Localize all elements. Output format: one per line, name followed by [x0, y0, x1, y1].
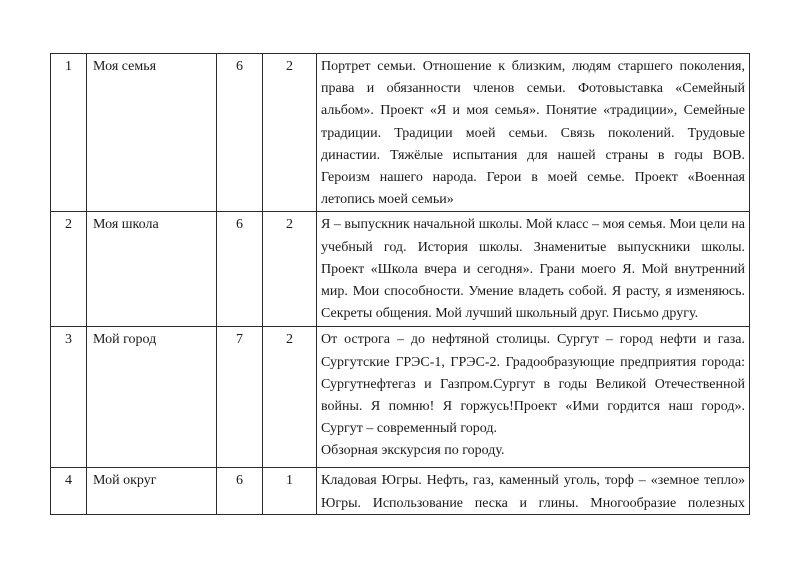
table-row — [51, 212, 750, 327]
row-number-cell: 3 — [51, 327, 87, 468]
content-paragraph: Я – выпускник начальной школы. Мой класс – моя семья. Мои цели на учебный год. История школы. Знаменитые выпускники школы. Проект «Школа вчера и сегодня». Грани моего Я. Мой внутренний мир. Мои способности. Умение владеть собой. Я расту, я изменяюсь. Секреты общения. Мой лучший школьный друг. Письмо другу. — [321, 217, 745, 322]
content-text — [321, 470, 745, 514]
col4-cell: 2 — [263, 54, 317, 212]
col3-cell: 7 — [217, 327, 263, 468]
topic-cell: Мой округ — [87, 468, 217, 515]
col4-cell: 1 — [263, 468, 317, 515]
table-row — [51, 54, 750, 212]
curriculum-table — [50, 53, 750, 515]
col3-cell: 6 — [217, 212, 263, 327]
content-text — [321, 214, 745, 325]
content-paragraph: Портрет семьи. Отношение к близким, людям старшего поколения, права и обязанности членов семьи. Фотовыставка «Семейный альбом». Проект «Я и моя семья». Понятие «традиции», Семейные традиции. Традиции моей семьи. Связь поколений. Трудовые династии. Тяжёлые испытания для нашей страны в годы ВОВ. Героизм нашего народа. Герои в моей семье. Проект «Военная летопись моей семьи» — [321, 59, 745, 208]
topic-cell: Моя семья — [87, 54, 217, 212]
content-cell — [317, 327, 750, 468]
content-paragraph: От острога – до нефтяной столицы. Сургут – город нефти и газа. Сургутские ГРЭС-1, ГРЭС-2. Градообразующие предприятия города: Сургутнефтегаз и Газпром.Сургут в годы Великой Отечественной войны. Я помню! Я горжусь!Проект «Ими гордится наш город». Сургут – современный город. — [321, 332, 745, 437]
col3-cell: 6 — [217, 54, 263, 212]
content-text — [321, 56, 745, 211]
table-row — [51, 468, 750, 515]
content-text — [321, 329, 745, 462]
topic-cell: Моя школа — [87, 212, 217, 327]
col4-cell: 2 — [263, 327, 317, 468]
content-cell — [317, 212, 750, 327]
row-number-cell: 1 — [51, 54, 87, 212]
row-number-cell: 2 — [51, 212, 87, 327]
content-paragraph: Кладовая Югры. Нефть, газ, каменный уголь, торф – «земное тепло» Югры. Использование песка и глины. Многообразие полезных — [321, 473, 745, 511]
table-row — [51, 327, 750, 468]
content-cell — [317, 468, 750, 515]
row-number-cell: 4 — [51, 468, 87, 515]
topic-cell: Мой город — [87, 327, 217, 468]
content-paragraph: Обзорная экскурсия по городу. — [321, 443, 505, 459]
content-cell — [317, 54, 750, 212]
col4-cell: 2 — [263, 212, 317, 327]
table-body — [51, 54, 750, 515]
col3-cell: 6 — [217, 468, 263, 515]
